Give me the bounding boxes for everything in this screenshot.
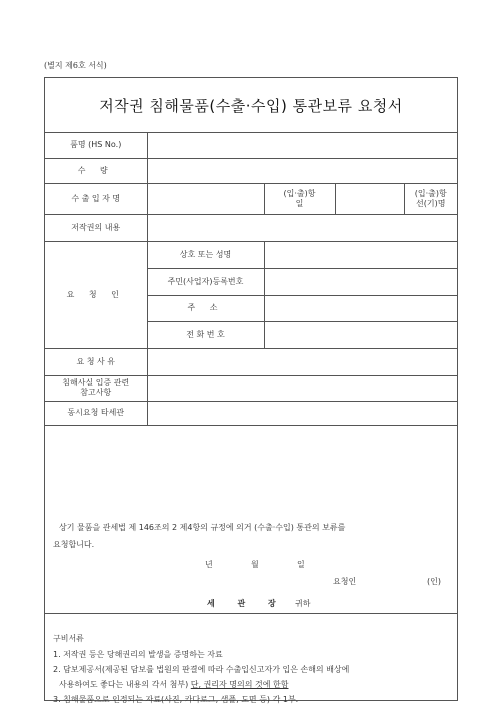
infringement-evidence-label: 침해사실 입증 관련 참고사항: [45, 375, 147, 401]
required-documents-heading: 구비서류: [53, 634, 84, 643]
requester-label: 요 청 인: [45, 241, 147, 348]
document-item-continued: 사용하여도 좋다는 내용의 각서 첨부) 단, 권리자 명의의 것에 한함: [59, 680, 289, 689]
statement-line: 상기 물품을 관세법 제 146조의 2 제4항의 규정에 의거 (수출·수입) 통관의 보류를: [59, 523, 346, 532]
request-statement: [45, 505, 457, 614]
other-customs-field[interactable]: [147, 401, 457, 425]
request-form: [44, 77, 458, 704]
other-customs-label: 동시요청 타세관: [45, 401, 147, 425]
phone-label: 전 화 번 호: [147, 321, 264, 348]
reason-field[interactable]: [147, 348, 457, 375]
document-item: 3. 침해물품으로 인정되는 자료(사진, 카다로그, 샘플, 도면 등) 각 1부.: [53, 695, 299, 704]
document-item: 2. 담보제공서(제공된 담보를 법원의 판결에 따라 수출입신고자가 입은 손해의 배상에: [53, 665, 350, 674]
form-fields-table: [45, 132, 457, 426]
addressee-suffix: 귀하: [295, 599, 311, 608]
port-date-field[interactable]: [335, 183, 404, 214]
copyright-content-label: 저작권의 내용: [45, 214, 147, 241]
item-name-label: 품명 (HS No.): [45, 132, 147, 158]
customs-chief-label: 세 관 장: [207, 599, 286, 608]
seal-mark: (인): [427, 577, 441, 586]
copyright-content-field[interactable]: [147, 214, 457, 241]
port-date-label: (입·출)항 일: [264, 183, 335, 214]
registration-number-field[interactable]: [264, 268, 457, 295]
trader-name-field[interactable]: [147, 183, 264, 214]
phone-field[interactable]: [264, 321, 457, 348]
vessel-name-label: (입·출)항 선(기)명: [404, 183, 457, 214]
quantity-field[interactable]: [147, 158, 457, 183]
statement-line: 요청합니다.: [53, 540, 95, 549]
requester-name-label: 상호 또는 성명: [147, 241, 264, 268]
form-title: 저작권 침해물품(수출·수입) 통관보류 요청서: [45, 78, 457, 133]
reason-label: 요 청 사 유: [45, 348, 147, 375]
year-label: 년: [205, 560, 213, 569]
infringement-evidence-field[interactable]: [147, 375, 457, 401]
month-label: 월: [251, 560, 259, 569]
document-item: 1. 저작권 등은 당해권리의 발생을 증명하는 자료: [53, 650, 223, 659]
registration-number-label: 주민(사업자)등록번호: [147, 268, 264, 295]
day-label: 일: [297, 560, 305, 569]
item-name-field[interactable]: [147, 132, 457, 158]
form-number-label: (별지 제6호 서식): [44, 61, 107, 70]
address-field[interactable]: [264, 295, 457, 321]
requester-name-field[interactable]: [264, 241, 457, 268]
requester-signature-label: 요청인: [333, 577, 357, 586]
address-label: 주 소: [147, 295, 264, 321]
quantity-label: 수 량: [45, 158, 147, 183]
trader-name-label: 수 출 입 자 명: [45, 183, 147, 214]
underlined-note: 단, 권리자 명의의 것에 한함: [190, 680, 289, 689]
